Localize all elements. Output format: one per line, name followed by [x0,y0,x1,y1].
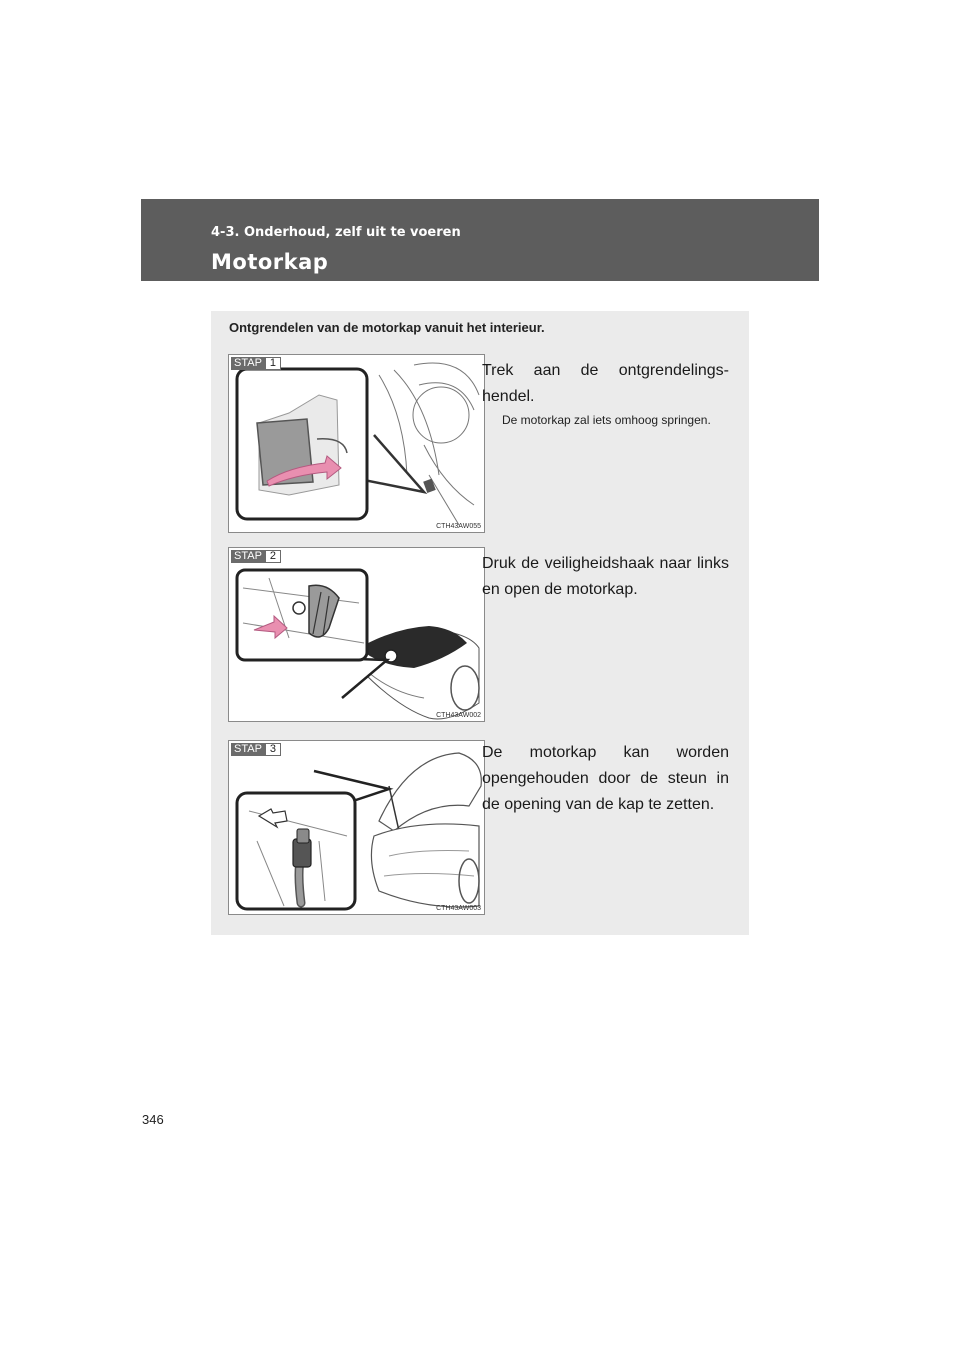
step-badge-label: STAP [231,550,265,563]
figure-code: CTH43AW002 [436,712,481,719]
step-badge-number: 1 [265,357,281,370]
step-2-text: Druk de veiligheidshaak naar links en open de motorkap. [482,555,729,598]
hood-prop-rod-illustration [229,741,485,915]
step-badge [231,743,281,756]
step-badge-label: STAP [231,743,265,756]
figure-step-3 [228,740,485,915]
figure-step-1 [228,354,485,533]
hood-release-lever-illustration [229,355,485,533]
section-label: 4-3. Onderhoud, zelf uit te voeren [211,225,461,240]
page-title: Motorkap [211,250,329,274]
step-1-text: Trek aan de ontgrendelings-hendel. [482,362,729,405]
figure-code: CTH43AW003 [436,905,481,912]
step-badge [231,550,281,563]
step-badge-number: 3 [265,743,281,756]
figure-code: CTH43AW055 [436,523,481,530]
instruction-panel [211,311,749,935]
section-header [141,199,819,281]
figure-step-2 [228,547,485,722]
step-badge-number: 2 [265,550,281,563]
step-1-note: De motorkap zal iets omhoog springen. [502,413,711,427]
page-number: 346 [142,1112,164,1127]
step-badge [231,357,281,370]
safety-catch-illustration [229,548,485,722]
step-badge-label: STAP [231,357,265,370]
intro-text: Ontgrendelen van de motorkap vanuit het interieur. [229,320,545,335]
step-3-text: De motorkap kan worden opengehouden door de steun in de opening van de kap te zetten. [482,744,729,813]
